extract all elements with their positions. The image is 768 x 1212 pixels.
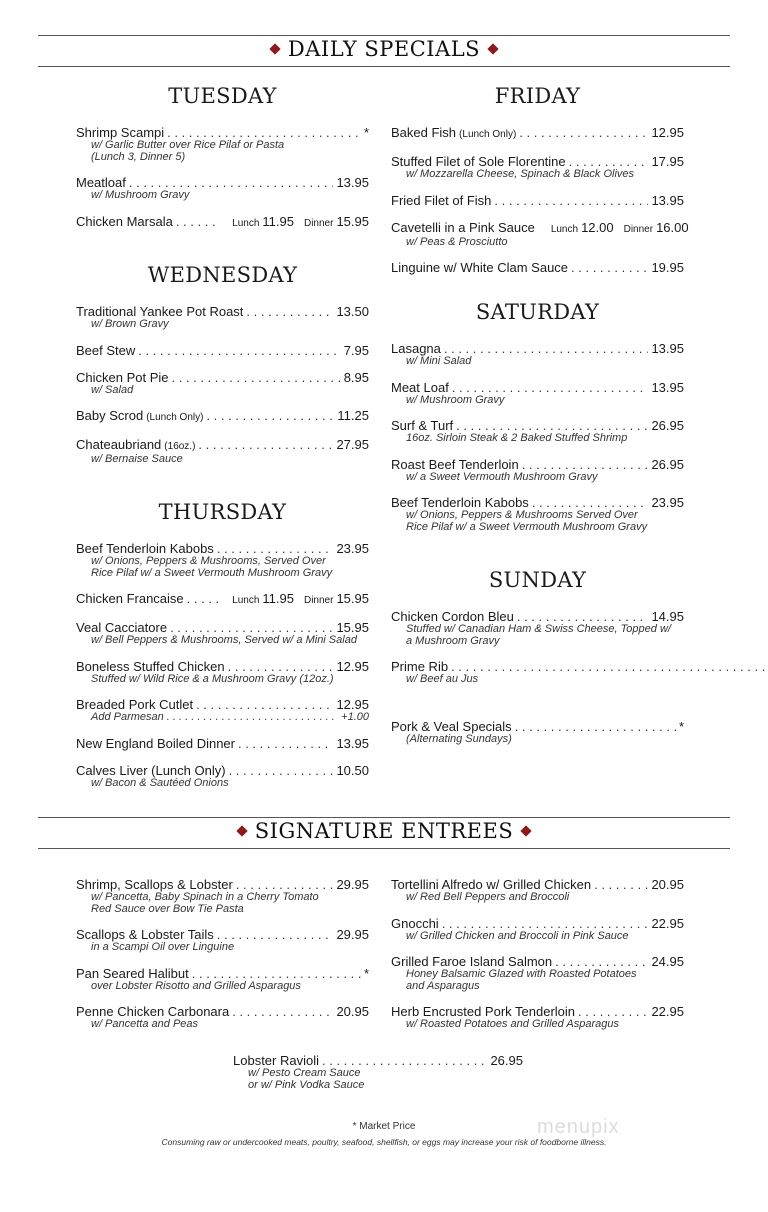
item-price: 13.95 — [336, 175, 369, 190]
menu-item — [391, 125, 684, 142]
item-line — [76, 541, 369, 556]
item-price: 15.95 — [336, 591, 369, 606]
item-description: w/ Mushroom Gravy — [91, 189, 190, 201]
item-line — [391, 260, 684, 275]
item-price: 7.95 — [343, 342, 369, 358]
price-label: Dinner — [303, 595, 334, 606]
item-description: w/ Pancetta and Peas — [91, 1018, 199, 1030]
item-name: Grilled Faroe Island Salmon — [391, 954, 553, 969]
item-line — [76, 877, 369, 892]
item-line — [76, 343, 369, 358]
item-description: w/ Peas & Prosciutto — [406, 235, 508, 248]
day-heading: SATURDAY — [475, 300, 600, 324]
item-name: Herb Encrusted Pork Tenderloin — [391, 1004, 576, 1019]
day-heading: SUNDAY — [488, 568, 587, 592]
item-line — [76, 591, 369, 608]
item-description: w/ a Sweet Vermouth Mushroom Gravy — [406, 470, 598, 483]
dot-leader — [452, 380, 649, 395]
day-heading: THURSDAY — [158, 500, 287, 524]
diamond-icon — [236, 825, 247, 836]
price-label: Lunch — [232, 217, 260, 229]
diamond-icon — [487, 43, 498, 54]
day-heading: TUESDAY — [168, 84, 277, 108]
item-price: 13.95 — [336, 735, 369, 751]
menu-item — [76, 877, 369, 915]
item-price: 13.50 — [336, 304, 369, 319]
item-line — [391, 916, 684, 931]
item-name: Chateaubriand — [76, 437, 162, 452]
item-description: Red Sauce over Bow Tie Pasta — [91, 902, 244, 915]
item-name: Tortellini Alfredo w/ Grilled Chicken — [391, 877, 592, 892]
item-price: 19.95 — [651, 260, 684, 275]
menu-item — [76, 408, 369, 425]
item-left — [391, 659, 768, 707]
dot-leader — [172, 370, 341, 385]
dot-leader — [569, 154, 649, 169]
item-price: 23.95 — [336, 541, 369, 556]
signature-center — [233, 1053, 523, 1103]
addon-line — [76, 712, 369, 724]
dot-leader — [196, 697, 333, 712]
item-description: in a Scampi Oil over Linguine — [91, 941, 235, 953]
menu-item — [76, 736, 369, 751]
menu-item — [76, 1004, 369, 1031]
item-description: w/ Grilled Chicken and Broccoli in Pink Sauce — [406, 929, 629, 942]
price-label: Dinner — [303, 217, 334, 229]
item-description: Rice Pilaf w/ a Sweet Vermouth Mushroom Gravy — [406, 520, 648, 533]
menu-item — [391, 916, 684, 943]
item-name: Stuffed Filet of Sole Florentine — [391, 154, 566, 169]
item-price: 26.95 — [651, 418, 684, 433]
item-name: Pork & Veal Specials — [391, 719, 512, 734]
item-line — [76, 763, 369, 778]
dot-leader — [571, 260, 648, 275]
dot-leader — [578, 1004, 648, 1019]
menu-item — [391, 609, 684, 647]
menu-item — [76, 125, 369, 163]
item-description: w/ Bacon & Sautéed Onions — [91, 776, 229, 789]
item-line — [391, 154, 684, 169]
menu-item — [391, 193, 684, 208]
menu-item — [391, 719, 684, 746]
diamond-icon — [269, 43, 280, 54]
item-price: 22.95 — [651, 915, 684, 931]
item-name: Surf & Turf — [391, 418, 454, 433]
item-line — [76, 736, 369, 751]
item-name: New England Boiled Dinner — [76, 735, 235, 751]
item-description: w/ Bell Peppers & Mushrooms, Served w/ a Mini Salad — [91, 634, 357, 646]
item-description: w/ Mini Salad — [406, 355, 472, 367]
menu-item — [76, 697, 369, 724]
item-line — [76, 620, 369, 635]
item-description: over Lobster Risotto and Grilled Asparagus — [91, 979, 301, 992]
divider — [38, 817, 730, 818]
menu-item — [76, 927, 369, 954]
item-price: 12.95 — [336, 658, 369, 674]
menu-item — [391, 418, 684, 445]
item-description: w/ Red Bell Peppers and Broccoli — [406, 891, 570, 903]
dot-leader — [532, 495, 649, 510]
item-line — [76, 966, 369, 981]
item-name: Chicken Pot Pie — [76, 369, 169, 385]
item-name: Breaded Pork Cutlet — [76, 697, 194, 712]
dot-leader — [444, 341, 649, 356]
menu-item — [76, 370, 369, 397]
dot-leader — [594, 877, 648, 892]
item-description: or w/ Pink Vodka Sauce — [248, 1078, 365, 1091]
menu-item — [391, 219, 689, 249]
item-line — [233, 1053, 523, 1068]
item-line — [76, 927, 369, 942]
item-price: 15.95 — [336, 620, 369, 635]
dot-leader — [236, 877, 334, 892]
item-price: 24.95 — [651, 954, 684, 969]
item-line — [391, 125, 684, 142]
dot-leader — [522, 457, 649, 472]
item-line — [391, 495, 684, 510]
signature-right — [391, 877, 684, 1043]
item-price: 20.95 — [336, 1004, 369, 1019]
dot-leader — [167, 125, 361, 140]
dot-leader — [246, 304, 333, 319]
disclaimer: Consuming raw or undercooked meats, poultry, seafood, shellfish, or eggs may increase your risk of foodborne illness. — [161, 1137, 607, 1147]
item-name: Chicken Marsala — [76, 213, 173, 229]
item-description: w/ Brown Gravy — [91, 318, 169, 330]
item-name: Chicken Francaise — [76, 591, 184, 606]
dot-leader — [170, 620, 333, 635]
item-name: Traditional Yankee Pot Roast — [76, 304, 244, 319]
item-price: 13.95 — [651, 192, 684, 208]
item-name: Baby Scrod — [76, 408, 144, 423]
menu-item — [391, 877, 684, 904]
dot-leader — [515, 719, 676, 734]
item-line — [76, 370, 369, 385]
item-line — [76, 1004, 369, 1019]
item-price: 14.95 — [651, 609, 684, 624]
item-tag: (Lunch Only) — [459, 129, 517, 140]
dot-leader — [192, 966, 361, 981]
menu-item — [76, 659, 369, 686]
item-name: Boneless Stuffed Chicken — [76, 658, 225, 674]
item-price: 11.25 — [337, 408, 369, 423]
item-line — [391, 380, 684, 395]
item-price: 12.95 — [336, 697, 369, 712]
dot-leader — [232, 1004, 333, 1019]
item-description: w/ Mozzarella Cheese, Spinach & Black Olives — [406, 168, 635, 180]
item-price: 29.95 — [336, 927, 369, 942]
menu-item — [76, 541, 369, 579]
divider — [38, 35, 730, 36]
item-line — [391, 877, 684, 892]
item-name: Shrimp Scampi — [76, 125, 165, 140]
divider — [38, 66, 730, 67]
menu-item — [233, 1053, 523, 1091]
day-heading: WEDNESDAY — [147, 263, 298, 287]
item-price: 12.00 — [581, 219, 614, 235]
item-line — [391, 418, 684, 433]
dot-leader — [228, 659, 334, 674]
item-name: Meatloaf — [76, 175, 126, 190]
item-price: 22.95 — [651, 1004, 684, 1019]
item-name: Chicken Cordon Bleu — [391, 609, 514, 624]
wednesday-section — [76, 263, 369, 478]
diamond-icon — [521, 825, 532, 836]
item-line — [391, 659, 768, 674]
item-line — [76, 304, 369, 319]
item-line — [76, 214, 369, 231]
item-price: 27.95 — [336, 437, 369, 452]
menu-item — [76, 620, 369, 647]
item-description: Rice Pilaf w/ a Sweet Vermouth Mushroom Gravy — [91, 566, 333, 579]
price-label: Dinner — [623, 223, 654, 235]
item-price: * — [363, 965, 369, 981]
dot-leader — [456, 418, 648, 433]
item-tag: (Lunch Only) — [146, 412, 204, 423]
item-line — [76, 697, 369, 712]
item-price: 13.95 — [651, 379, 684, 395]
menu-item — [76, 214, 369, 231]
dot-leader — [442, 916, 649, 931]
item-line — [76, 437, 369, 454]
menu-item — [391, 341, 684, 368]
tuesday-section — [76, 84, 369, 243]
item-name: Roast Beef Tenderloin — [391, 456, 519, 472]
item-description: 16oz. Sirloin Steak & 2 Baked Stuffed Shrimp — [406, 432, 628, 444]
item-description: w/ Bernaise Sauce — [91, 453, 183, 465]
item-name: Beef Tenderloin Kabobs — [76, 541, 214, 556]
dot-leader — [129, 175, 334, 190]
item-name: Beef Tenderloin Kabobs — [391, 495, 529, 510]
item-line — [391, 1004, 684, 1019]
item-name: Penne Chicken Carbonara — [76, 1004, 230, 1019]
menu-item — [76, 343, 369, 358]
menu-item — [391, 954, 684, 992]
item-price: * — [678, 719, 684, 734]
item-name: Meat Loaf — [391, 379, 449, 395]
dot-leader — [451, 659, 768, 674]
item-line — [391, 954, 684, 969]
menu-item — [76, 304, 369, 331]
sunday-section — [391, 568, 684, 758]
heading-text: DAILY SPECIALS — [287, 37, 481, 61]
item-price: 12.95 — [651, 125, 684, 140]
dot-leader — [494, 193, 648, 208]
item-line — [391, 219, 689, 237]
dot-leader — [217, 541, 334, 556]
dot-leader — [517, 609, 649, 624]
saturday-section — [391, 300, 684, 545]
price-label: Lunch — [550, 223, 579, 235]
menu-item — [391, 659, 684, 707]
item-line — [391, 609, 684, 624]
item-description: w/ Pancetta, Baby Spinach in a Cherry Tomato — [91, 891, 319, 903]
signature-left — [76, 877, 369, 1043]
menu-item — [391, 154, 684, 181]
item-description: Stuffed w/ Canadian Ham & Swiss Cheese, Topped w/ — [406, 623, 671, 635]
dot-leader — [167, 712, 338, 724]
item-name: Lobster Ravioli — [233, 1053, 319, 1068]
item-price: 10.50 — [336, 762, 369, 778]
item-name: Cavetelli in a Pink Sauce — [391, 219, 535, 235]
item-price: 11.95 — [262, 213, 294, 229]
item-name: Linguine w/ White Clam Sauce — [391, 260, 569, 275]
item-price: 29.95 — [336, 877, 369, 892]
dot-leader — [217, 927, 334, 942]
day-heading: FRIDAY — [494, 84, 581, 108]
market-price-note: * Market Price — [352, 1121, 416, 1132]
item-line — [391, 341, 684, 356]
dot-leader — [138, 343, 340, 358]
menu-item — [391, 1004, 684, 1031]
item-price: 15.95 — [336, 213, 369, 229]
dot-leader — [198, 437, 333, 452]
dot-leader — [229, 763, 334, 778]
menu-item — [391, 260, 684, 275]
item-line — [76, 175, 369, 190]
item-description: w/ Onions, Peppers & Mushrooms Served Over — [406, 509, 638, 521]
item-description: w/ Salad — [91, 383, 134, 396]
item-tag: (16oz.) — [164, 441, 196, 452]
menu-item — [76, 763, 369, 790]
item-price: 8.95 — [343, 369, 369, 385]
item-description: w/ Beef au Jus — [406, 673, 479, 685]
dot-leader — [187, 591, 220, 606]
item-price: * — [363, 125, 369, 140]
item-name: Shrimp, Scallops & Lobster — [76, 877, 233, 892]
menu-item — [76, 437, 369, 466]
item-description: w/ Garlic Butter over Rice Pilaf or Pasta — [91, 139, 285, 151]
menu-item — [391, 457, 684, 484]
menu-item — [76, 175, 369, 202]
item-description: (Lunch 3, Dinner 5) — [91, 150, 186, 163]
item-description: w/ Pesto Cream Sauce — [248, 1067, 361, 1079]
prime-rib-cuts — [391, 659, 684, 707]
item-description: (Alternating Sundays) — [406, 733, 512, 745]
addon-price: +1.00 — [341, 711, 369, 723]
divider — [38, 848, 730, 849]
item-line — [76, 659, 369, 674]
item-price: 16.00 — [656, 219, 689, 235]
item-description: w/ Onions, Peppers & Mushrooms, Served Over — [91, 555, 326, 567]
item-price: 26.95 — [651, 456, 684, 472]
item-price: 20.95 — [651, 877, 684, 892]
dot-leader — [238, 736, 333, 751]
item-name: Pan Seared Halibut — [76, 965, 189, 981]
watermark-logo: menupix — [537, 1116, 620, 1138]
signature-entrees-heading — [0, 819, 768, 843]
dot-leader — [322, 1053, 487, 1068]
item-description: Honey Balsamic Glazed with Roasted Potatoes — [406, 968, 637, 980]
item-price: 11.95 — [262, 591, 294, 606]
item-line — [391, 457, 684, 472]
item-description: w/ Mushroom Gravy — [406, 393, 505, 406]
item-name: Veal Cacciatore — [76, 620, 168, 635]
item-name: Fried Filet of Fish — [391, 192, 492, 208]
item-description: w/ Roasted Potatoes and Grilled Asparagus — [406, 1018, 619, 1030]
item-price: 17.95 — [651, 154, 684, 169]
addon-text: Add Parmesan — [91, 711, 164, 723]
item-line — [76, 408, 369, 425]
item-price: 23.95 — [651, 495, 684, 510]
item-line — [391, 719, 684, 734]
item-name: Scallops & Lobster Tails — [76, 927, 214, 942]
item-name: Beef Stew — [76, 342, 136, 358]
item-name: Gnocchi — [391, 915, 439, 931]
price-label: Lunch — [232, 595, 260, 606]
dot-leader — [176, 214, 219, 229]
heading-text: SIGNATURE ENTREES — [254, 819, 514, 843]
menu-item — [76, 591, 369, 608]
item-line — [76, 125, 369, 140]
dot-leader — [206, 408, 334, 423]
item-price: 13.95 — [651, 341, 684, 356]
item-name: Lasagna — [391, 341, 441, 356]
item-name: Calves Liver (Lunch Only) — [76, 762, 226, 778]
friday-section — [391, 84, 689, 287]
menu-item — [391, 380, 684, 407]
item-description: a Mushroom Gravy — [406, 634, 500, 647]
item-line — [391, 193, 684, 208]
item-name: Prime Rib — [391, 659, 449, 674]
dot-leader — [555, 954, 648, 969]
daily-specials-heading — [0, 37, 768, 61]
menu-item — [76, 966, 369, 993]
dot-leader — [519, 125, 648, 140]
item-name: Baked Fish — [391, 125, 457, 140]
item-price: 26.95 — [490, 1053, 523, 1068]
item-description: and Asparagus — [406, 979, 480, 992]
menu-item — [391, 495, 684, 533]
thursday-section — [76, 500, 369, 801]
item-description: Stuffed w/ Wild Rice & a Mushroom Gravy (12oz.) — [91, 672, 334, 685]
